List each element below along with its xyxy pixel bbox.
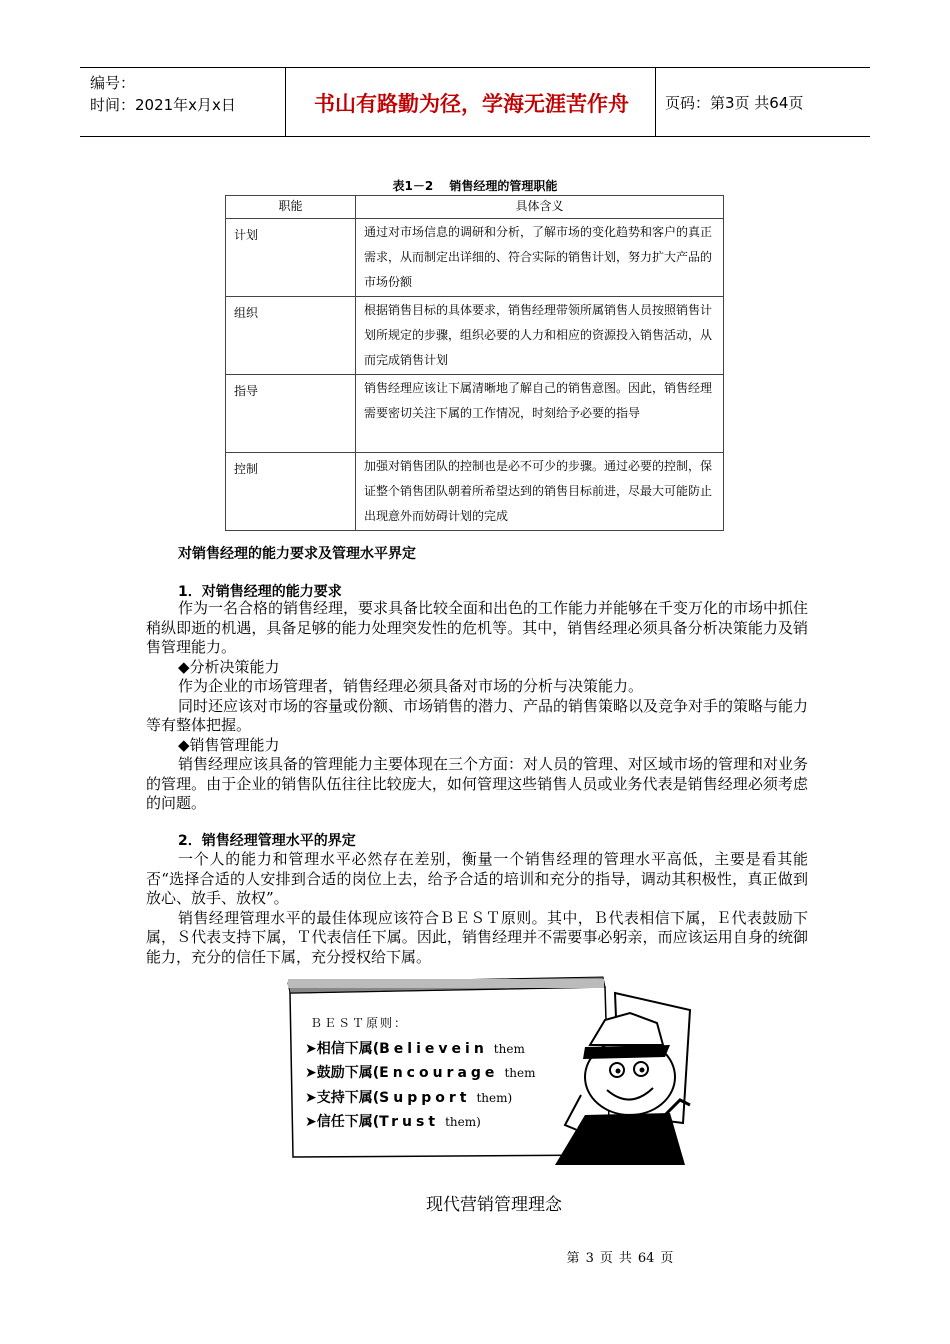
table-row	[226, 297, 724, 375]
best-item-en: Encourage	[379, 1065, 499, 1081]
function-name: 指导	[226, 375, 356, 453]
page-footer	[0, 1247, 950, 1266]
best-item	[305, 1087, 512, 1107]
functions-table	[225, 195, 724, 531]
best-item	[305, 1062, 535, 1082]
header-divider	[655, 68, 656, 136]
header-motto: 书山有路勤为径，学海无涯苦作舟	[314, 91, 629, 116]
subsection-heading: 1．对销售经理的能力要求	[178, 584, 342, 600]
function-name: 计划	[226, 219, 356, 297]
function-description: 销售经理应该让下属清晰地了解自己的销售意图。因此，销售经理需要密切关注下属的工作情况，时刻给予必要的指导	[356, 375, 724, 453]
best-item-en: Trust	[379, 1114, 440, 1130]
table-header-row	[226, 196, 724, 219]
best-item-cn: ➤鼓励下属(	[305, 1065, 380, 1081]
column-header: 职能	[226, 196, 356, 219]
number-label: 编号：	[90, 74, 136, 92]
footer-page-number: 3	[585, 1251, 594, 1266]
best-item-cn: ➤相信下属(	[305, 1041, 380, 1057]
paragraph: 销售经理管理水平的最佳体现应该符合ＢＥＳＴ原则。其中，Ｂ代表相信下属，Ｅ代表鼓励下属，Ｓ代表支持下属，Ｔ代表信任下属。因此，销售经理并不需要事必躬亲，而应该运用自身的统御能力，充分的信任下属，充分授权给下属。	[146, 908, 808, 966]
paragraph: 作为企业的市场管理者，销售经理必须具备对市场的分析与决策能力。	[178, 677, 644, 695]
best-item-them: them)	[476, 1091, 513, 1105]
table-row	[226, 219, 724, 297]
bullet-heading: ◆销售管理能力	[178, 735, 280, 754]
illustration-caption: 现代营销管理理念	[426, 1195, 562, 1215]
body-text-1	[146, 599, 808, 814]
best-item-them: them	[493, 1042, 525, 1056]
bullet-heading: ◆分析决策能力	[178, 657, 280, 676]
paragraph: 销售经理应该具备的管理能力主要体现在三个方面：对人员的管理、对区域市场的管理和对业务的管理。由于企业的销售队伍往往比较庞大，如何管理这些销售人员或业务代表是销售经理必须考虑的问题。	[146, 755, 809, 812]
function-name: 组织	[226, 297, 356, 375]
best-item-en: Believein	[379, 1041, 488, 1057]
header-meta	[90, 72, 236, 116]
best-item	[305, 1111, 481, 1131]
section-heading: 对销售经理的能力要求及管理水平界定	[178, 546, 416, 562]
function-description: 加强对销售团队的控制也是必不可少的步骤。通过必要的控制，保证整个销售团队朝着所希望达到的销售目标前进，尽最大可能防止出现意外而妨碍计划的完成	[356, 453, 724, 531]
best-item-them: them)	[445, 1115, 481, 1129]
column-header: 具体含义	[356, 196, 724, 219]
subsection-heading: 2．销售经理管理水平的界定	[178, 833, 356, 849]
footer-text: 页	[660, 1251, 674, 1266]
time-label: 时间：2021年x月x日	[90, 96, 236, 114]
function-name: 控制	[226, 453, 356, 531]
paragraph: 一个人的能力和管理水平必然存在差别，衡量一个销售经理的管理水平高低，主要是看其能否“选择合适的人安排到合适的岗位上去，给予合适的培训和充分的指导，调动其积极性，真正做到放心、放手、放权”。	[146, 850, 808, 907]
best-item-cn: ➤信任下属(	[305, 1114, 380, 1130]
header-page-info: 页码：第3页 共64页	[665, 94, 804, 112]
footer-text: 共	[618, 1251, 632, 1266]
best-item-cn: ➤支持下属(	[305, 1090, 380, 1106]
footer-text: 页	[599, 1251, 613, 1266]
table-row	[226, 375, 724, 453]
body-text-2	[146, 850, 808, 967]
table-row	[226, 453, 724, 531]
table-title: 表1－2 销售经理的管理职能	[392, 179, 558, 193]
page-header	[80, 67, 870, 137]
function-description: 通过对市场信息的调研和分析，了解市场的变化趋势和客户的真正需求，从而制定出详细的、符合实际的销售计划，努力扩大产品的市场份额	[356, 219, 724, 297]
footer-text: 第	[566, 1251, 580, 1266]
best-item-en: Support	[379, 1090, 471, 1106]
function-description: 根据销售目标的具体要求，销售经理带领所属销售人员按照销售计划所规定的步骤，组织必要的人力和相应的资源投入销售活动，从而完成销售计划	[356, 297, 724, 375]
paragraph: 作为一名合格的销售经理，要求具备比较全面和出色的工作能力并能够在千变万化的市场中抓住稍纵即逝的机遇，具备足够的能力处理突发性的危机等。其中，销售经理必须具备分析决策能力及销售管理能力。	[146, 599, 809, 656]
best-item	[305, 1038, 525, 1058]
footer-total-pages: 64	[637, 1251, 655, 1266]
best-title: ＢＥＳＴ原则：	[310, 1016, 409, 1030]
best-item-them: them	[504, 1066, 536, 1080]
paragraph: 同时还应该对市场的容量或份额、市场销售的潜力、产品的销售策略以及竞争对手的策略与能力等有整体把握。	[146, 696, 809, 734]
